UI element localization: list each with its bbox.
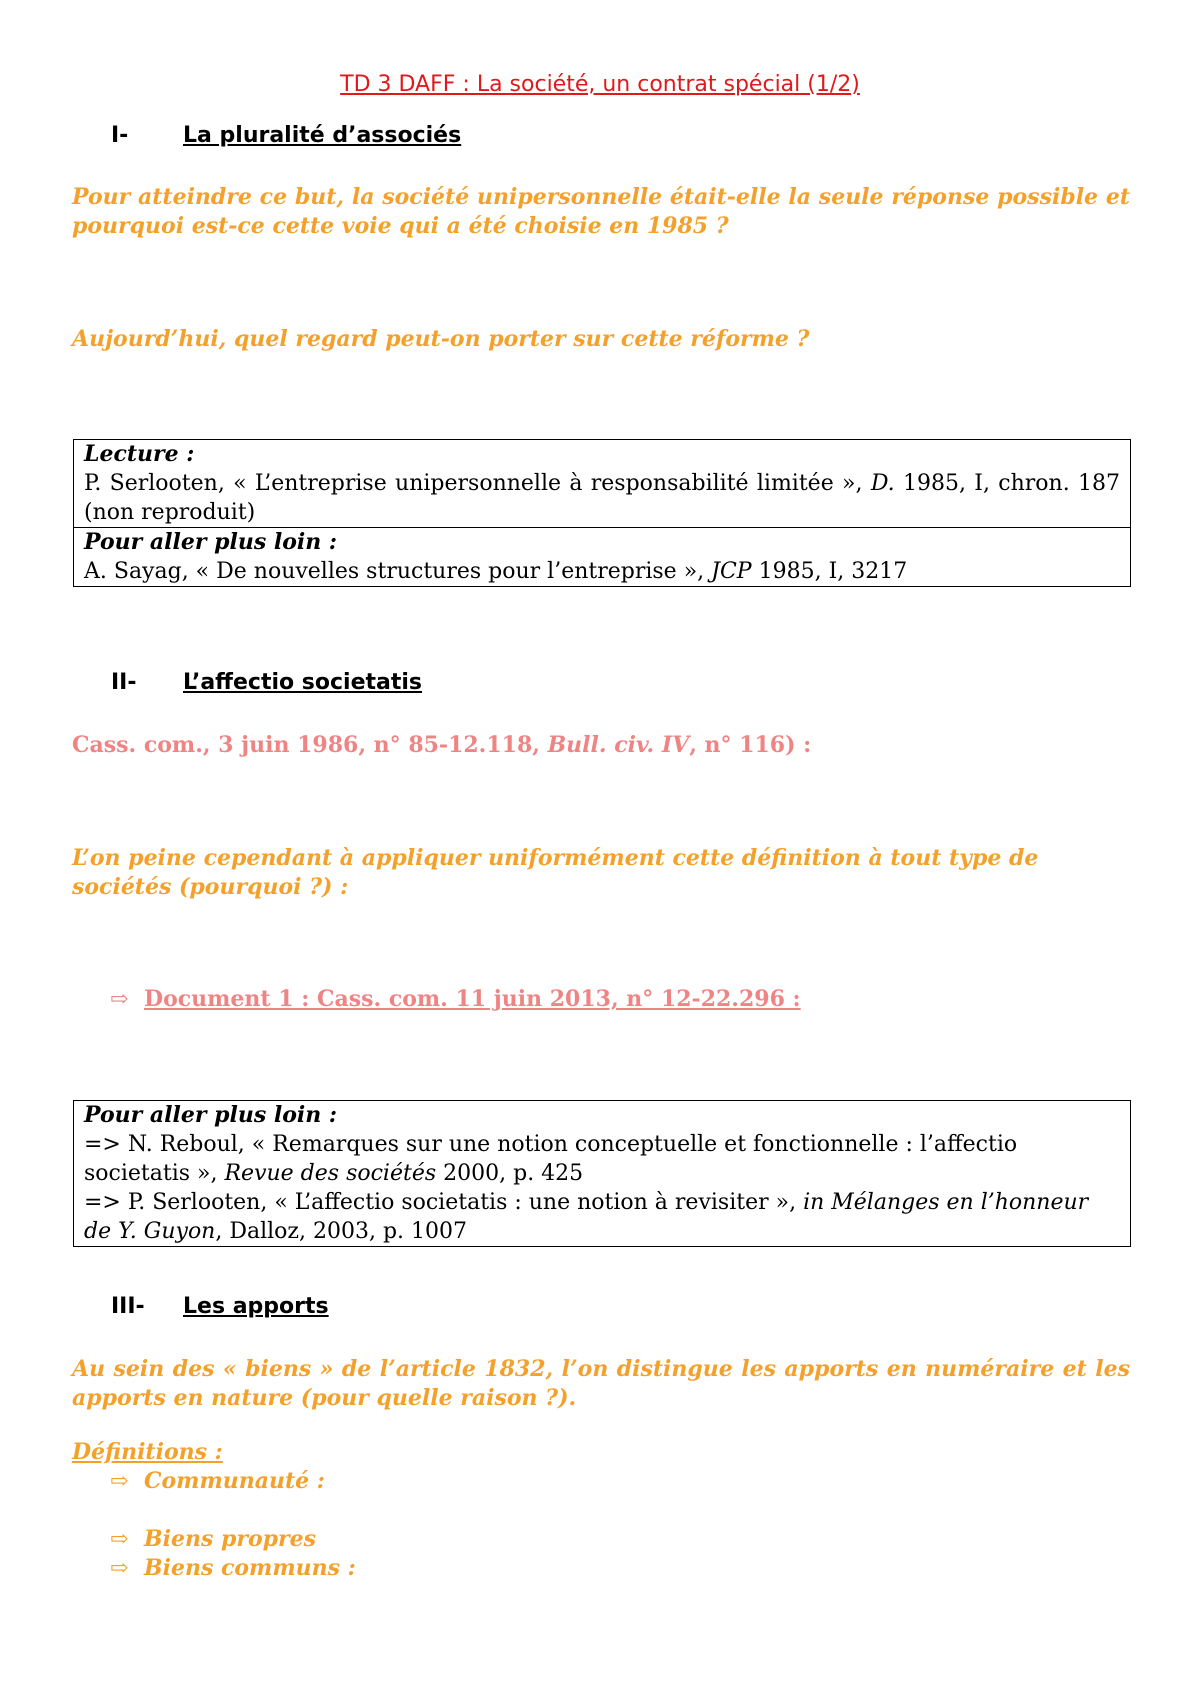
- reboul-text: => N. Reboul, « Remarques sur une notion conceptuelle et fonctionnelle : l’affectio societatis »,: [84, 1132, 1018, 1186]
- definitions-heading: Définitions :: [72, 1439, 223, 1465]
- section-2-title: L’affectio societatis: [183, 670, 423, 695]
- case-citation: Cass. com., 3 juin 1986, n° 85-12.118,: [72, 732, 548, 758]
- reading-ref-journal: D.: [870, 471, 895, 496]
- reading-reference: [84, 469, 1120, 527]
- further-ref-details: 1985, I, 3217: [751, 559, 908, 584]
- section-2-heading: [111, 670, 422, 700]
- further-ref-journal: JCP: [711, 559, 752, 584]
- serlooten-text: => P. Serlooten, « L’affectio societatis : une notion à revisiter »,: [84, 1190, 804, 1215]
- section-1-heading: [111, 123, 461, 153]
- section-2-number: II-: [111, 670, 137, 695]
- definition-item-biens-communs: [72, 1554, 356, 1583]
- further-reading-ref-serlooten: [84, 1188, 1120, 1246]
- reboul-journal: Revue des sociétés: [224, 1161, 437, 1186]
- section-3-title: Les apports: [183, 1294, 329, 1319]
- section-1-title: La pluralité d’associés: [183, 123, 462, 148]
- serlooten-book: in Mélanges en l’honneur de Y. Guyon: [84, 1190, 1089, 1244]
- reading-ref-text: P. Serlooten, « L’entreprise unipersonnelle à responsabilité limitée »,: [84, 471, 871, 496]
- question-society-unipersonal: Pour atteindre ce but, la société unipersonnelle était-elle la seule réponse possible et pourquoi est-ce cette voie qui a été choisie en 1985 ?: [72, 184, 1130, 239]
- further-reading-reference: [84, 557, 1120, 586]
- further-reading-cell: [74, 527, 1130, 586]
- reading-heading: Lecture :: [84, 441, 195, 467]
- definition-item-biens-propres: [72, 1525, 356, 1554]
- arrow-right-icon: ⇨: [110, 1555, 129, 1581]
- case-reference-1986: [72, 731, 1130, 760]
- definition-label: Biens communs :: [144, 1555, 356, 1581]
- page-title: TD 3 DAFF : La société, un contrat spécial (1/2): [340, 72, 860, 97]
- document-1-label: Document 1 : Cass. com. 11 juin 2013, n° 12-22.296 :: [144, 986, 801, 1012]
- section-1-number: I-: [111, 123, 129, 148]
- further-reading-box-2: [73, 1100, 1131, 1247]
- section-3-heading: [111, 1294, 329, 1324]
- further-ref-text: A. Sayag, « De nouvelles structures pour l’entreprise »,: [84, 559, 712, 584]
- definitions-spacer: [72, 1496, 356, 1525]
- definition-label: Biens propres: [144, 1526, 316, 1552]
- question-reform-view: Aujourd’hui, quel regard peut-on porter sur cette réforme ?: [72, 326, 810, 352]
- serlooten-details: , Dalloz, 2003, p. 1007: [215, 1219, 468, 1244]
- reboul-details: 2000, p. 425: [436, 1161, 584, 1186]
- further-reading-ref-reboul: [84, 1130, 1120, 1188]
- reading-ref-details: 1985, I, chron. 187 (non reproduit): [84, 471, 1120, 525]
- reading-box-1: [73, 439, 1131, 587]
- arrow-right-icon: ⇨: [110, 986, 129, 1012]
- case-number: , n° 116) :: [689, 732, 812, 758]
- definition-item-communaute: [72, 1467, 356, 1496]
- arrow-right-icon: ⇨: [110, 1468, 129, 1494]
- further-reading-heading: Pour aller plus loin :: [84, 529, 338, 555]
- arrow-right-icon: ⇨: [110, 1526, 129, 1552]
- section-3-number: III-: [111, 1294, 145, 1319]
- question-definition-application: L’on peine cependant à appliquer uniformément cette définition à tout type de sociétés (pourquoi ?) :: [72, 845, 1039, 900]
- further-reading-cell-2: [74, 1101, 1130, 1246]
- question-apports: Au sein des « biens » de l’article 1832, l’on distingue les apports en numéraire et les apports en nature (pour quelle raison ?).: [72, 1356, 1130, 1411]
- case-bulletin: Bull. civ. IV: [547, 732, 690, 758]
- reading-cell: [74, 440, 1130, 527]
- document-1-link[interactable]: [110, 986, 801, 1012]
- definition-label: Communauté :: [144, 1468, 325, 1494]
- definitions-block: [72, 1438, 356, 1583]
- further-reading-heading-2: Pour aller plus loin :: [84, 1102, 338, 1128]
